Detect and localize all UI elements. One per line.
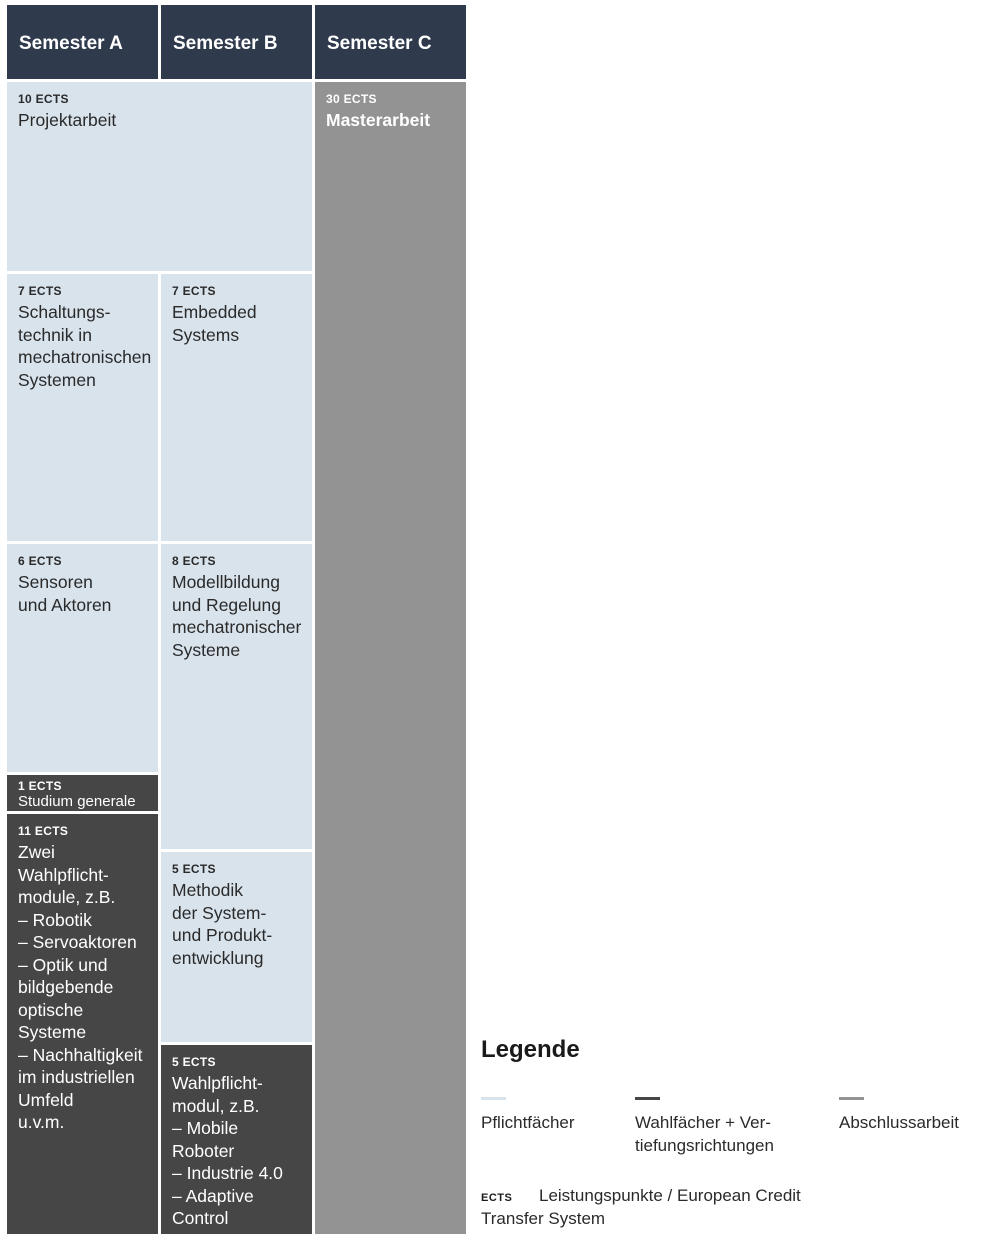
module-title: Modellbildung und Regelung mechatronischer Systeme xyxy=(172,572,302,660)
ects-label: 6 ECTS xyxy=(18,554,62,568)
ects-label: 8 ECTS xyxy=(172,554,216,568)
ects-label: 7 ECTS xyxy=(18,284,62,298)
ects-label: 10 ECTS xyxy=(18,92,69,106)
module-masterarbeit xyxy=(315,82,466,1234)
module-studium-generale xyxy=(7,775,158,811)
legend-label: Abschlussarbeit xyxy=(839,1113,960,1132)
module-schaltungstechnik xyxy=(7,274,158,541)
header-semester-a: Semester A xyxy=(7,5,158,79)
module-wahlpflicht-b xyxy=(161,1045,312,1234)
legend-swatch xyxy=(839,1097,864,1100)
module-title: Zwei Wahlpflicht- module, z.B. – Robotik – Servoaktoren – Optik und bildgebende optische Systeme – Nachhaltigkeit im industriellen Umfeld u.v.m. xyxy=(18,842,143,1132)
legend-item-pflicht xyxy=(481,1097,646,1134)
module-projektarbeit xyxy=(7,82,312,271)
ects-definition: Leistungspunkte / European Credit Transfer System xyxy=(481,1186,801,1228)
module-wahlpflicht-a xyxy=(7,814,158,1234)
legend-item-abschluss xyxy=(839,1097,989,1134)
legend-item-wahl xyxy=(635,1097,800,1157)
module-title: Schaltungs- technik in mechatronischen Systemen xyxy=(18,302,152,390)
module-title: Methodik der System- und Produkt- entwicklung xyxy=(172,880,273,968)
ects-label: 30 ECTS xyxy=(326,92,377,106)
ects-label: 1 ECTS xyxy=(18,779,62,793)
module-title: Masterarbeit xyxy=(326,110,431,130)
ects-label: 5 ECTS xyxy=(172,1055,216,1069)
module-sensoren-aktoren xyxy=(7,544,158,772)
module-title: Wahlpflicht- modul, z.B. – Mobile Roboter – Industrie 4.0 – Adaptive Control xyxy=(172,1073,283,1228)
module-title: Projektarbeit xyxy=(18,110,117,130)
legend-title: Legende xyxy=(481,1036,580,1063)
module-modellbildung xyxy=(161,544,312,849)
ects-abbreviation: ECTS xyxy=(481,1192,513,1204)
legend-label: Wahlfächer + Ver- tiefungsrichtungen xyxy=(635,1113,774,1155)
header-semester-b: Semester B xyxy=(161,5,312,79)
module-title: Embedded Systems xyxy=(172,302,257,345)
legend-label: Pflichtfächer xyxy=(481,1113,575,1132)
module-methodik xyxy=(161,852,312,1042)
legend-swatch xyxy=(481,1097,506,1100)
ects-label: 7 ECTS xyxy=(172,284,216,298)
ects-label: 11 ECTS xyxy=(18,824,69,838)
legend-swatch xyxy=(635,1097,660,1100)
module-title: Studium generale xyxy=(18,793,136,810)
ects-label: 5 ECTS xyxy=(172,862,216,876)
module-title: Sensoren und Aktoren xyxy=(18,572,112,615)
header-semester-c: Semester C xyxy=(315,5,466,79)
module-embedded-systems xyxy=(161,274,312,541)
